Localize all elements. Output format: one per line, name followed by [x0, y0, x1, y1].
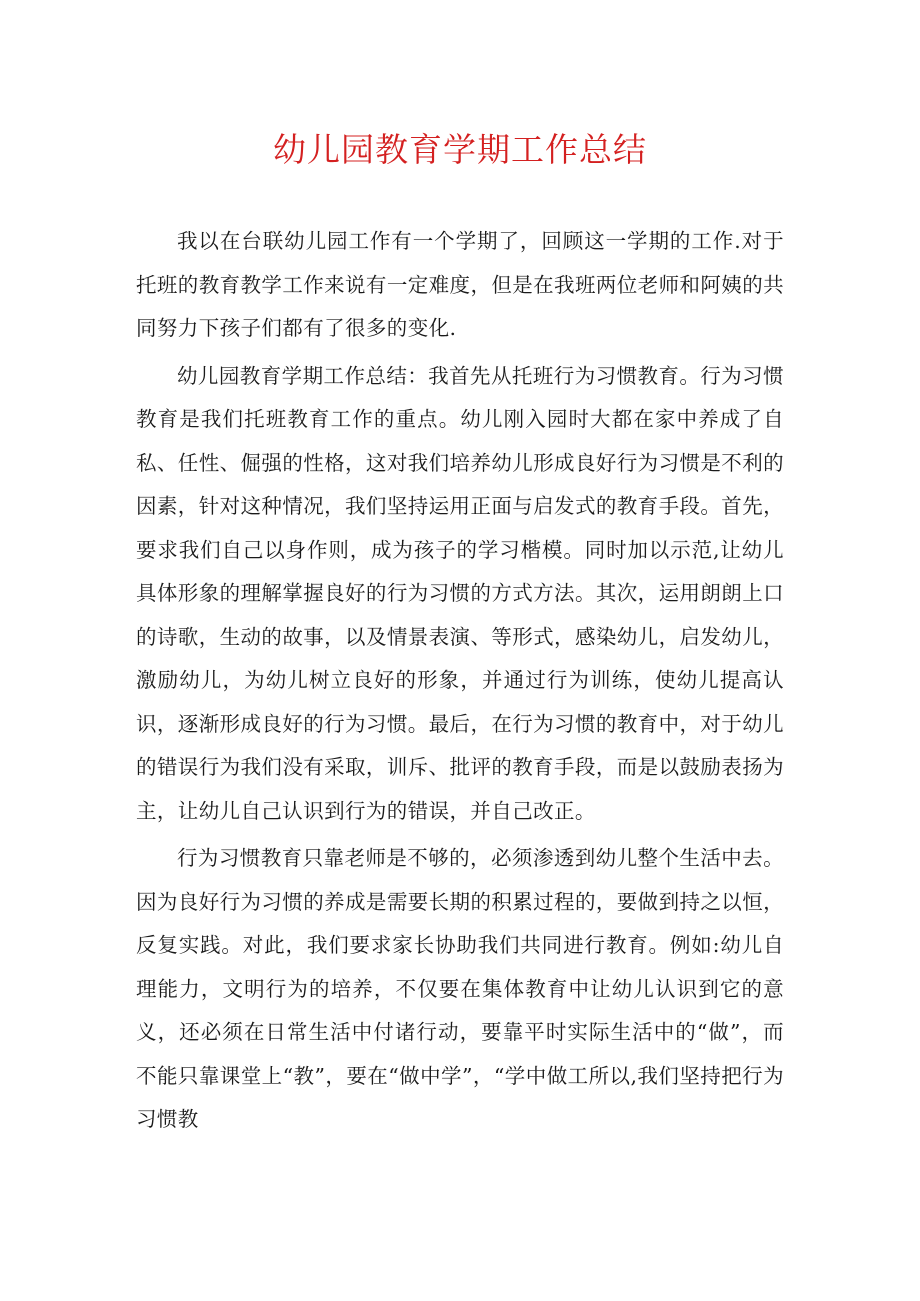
- paragraph-habit-education: 幼儿园教育学期工作总结：我首先从托班行为习惯教育。行为习惯教育是我们托班教育工作的重点。幼儿刚入园时大都在家中养成了自私、任性、倔强的性格，这对我们培养幼儿形成良好行为习惯是不利的因素，针对这种情况，我们坚持运用正面与启发式的教育手段。首先，要求我们自己以身作则，成为孩子的学习楷模。同时加以示范,让幼儿具体形象的理解掌握良好的行为习惯的方式方法。其次，运用朗朗上口的诗歌，生动的故事，以及情景表演、等形式，感染幼儿，启发幼儿，激励幼儿，为幼儿树立良好的形象，并通过行为训练，使幼儿提高认识，逐渐形成良好的行为习惯。最后，在行为习惯的教育中，对于幼儿的错误行为我们没有采取，训斥、批评的教育手段，而是以鼓励表扬为主，让幼儿自己认识到行为的错误，并自己改正。: [136, 363, 784, 823]
- document-title: 幼儿园教育学期工作总结: [273, 130, 647, 169]
- paragraph-family-cooperation: 行为习惯教育只靠老师是不够的，必须渗透到幼儿整个生活中去。因为良好行为习惯的养成是需要长期的积累过程的，要做到持之以恒，反复实践。对此，我们要求家长协助我们共同进行教育。例如:幼儿自理能力，文明行为的培养，不仅要在集体教育中让幼儿认识到它的意义，还必须在日常生活中付诸行动，要靠平时实际生活中的“做”，而不能只靠课堂上“教”，要在“做中学”，“学中做工所以,我们坚持把行为习惯教: [136, 846, 784, 1131]
- document-body: [136, 220, 784, 1146]
- paragraph-intro: 我以在台联幼儿园工作有一个学期了，回顾这一学期的工作.对于托班的教育教学工作来说有一定难度，但是在我班两位老师和阿姨的共同努力下孩子们都有了很多的变化.: [136, 229, 784, 340]
